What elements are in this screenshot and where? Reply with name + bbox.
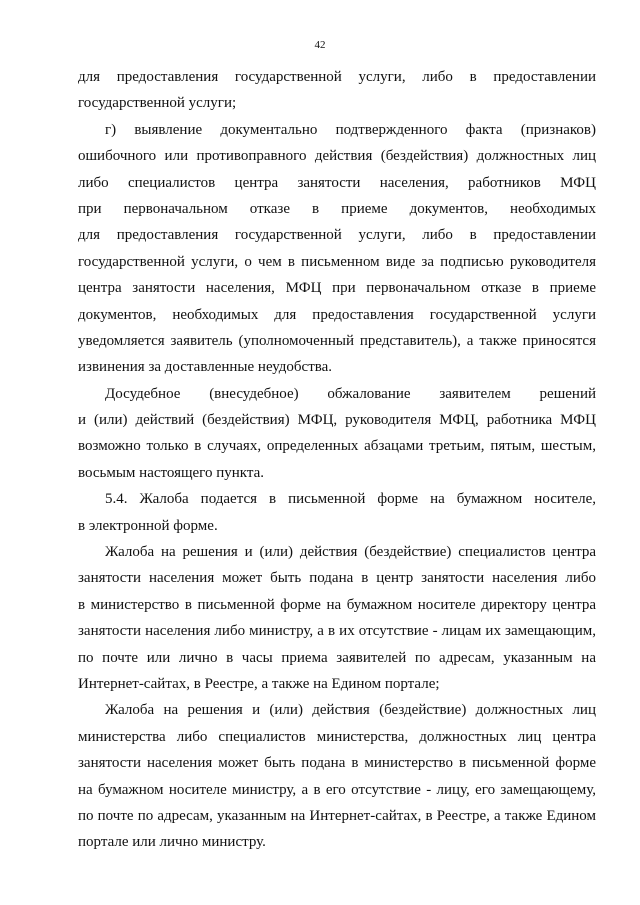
text-line: в министерство в письменной форме на бумажном носителе директору центра (78, 596, 596, 613)
text-line: центра занятости населения, МФЦ при первоначальном отказе в приеме (78, 280, 596, 297)
document-body (78, 64, 596, 856)
text-line: Интернет-сайтах, в Реестре, а также на Едином портале; (78, 675, 440, 692)
text-line: занятости населения может быть подана в министерство в письменной форме (78, 755, 596, 772)
text-line: и (или) действий (бездействия) МФЦ, руководителя МФЦ, работника МФЦ (78, 412, 596, 429)
text-line: в электронной форме. (78, 517, 218, 534)
text-line: на бумажном носителе министру, а в его отсутствие - лицу, его замещающему, (78, 781, 596, 798)
text-line: занятости населения либо министру, а в их отсутствие - лицам их замещающим, (78, 623, 596, 640)
text-line: Досудебное (внесудебное) обжалование заявителем решений (105, 385, 596, 402)
text-line: министерства либо специалистов министерства, должностных лиц центра (78, 728, 596, 745)
text-line: ошибочного или противоправного действия (бездействия) должностных лиц (78, 148, 596, 165)
text-line: документов, необходимых для предоставления государственной услуги (78, 306, 596, 323)
text-line: извинения за доставленные неудобства. (78, 359, 333, 376)
text-line: при первоначальном отказе в приеме документов, необходимых (78, 200, 596, 217)
text-line: г) выявление документально подтвержденного факта (признаков) (105, 121, 596, 138)
text-line: возможно только в случаях, определенных абзацами третьим, пятым, шестым, (78, 438, 596, 455)
text-line: восьмым настоящего пункта. (78, 464, 265, 481)
text-line: Жалоба на решения и (или) действия (бездействие) должностных лиц (105, 702, 596, 719)
text-line: портале или лично министру. (78, 834, 266, 851)
text-line: для предоставления государственной услуги, либо в предоставлении (78, 227, 596, 244)
page-number: 42 (314, 39, 326, 51)
text-line: государственной услуги; (78, 95, 237, 112)
text-line: либо специалистов центра занятости населения, работников МФЦ (78, 174, 596, 191)
text-line: по почте по адресам, указанным на Интернет-сайтах, в Реестре, а также Едином (78, 807, 596, 824)
text-line: Жалоба на решения и (или) действия (бездействие) специалистов центра (105, 544, 596, 561)
text-line: для предоставления государственной услуги, либо в предоставлении (78, 69, 596, 85)
text-line: государственной услуги, о чем в письменном виде за подписью руководителя (78, 253, 596, 270)
text-line: занятости населения может быть подана в центр занятости населения либо (78, 570, 596, 587)
text-line: по почте или лично в часы приема заявителей по адресам, указанным на (78, 649, 596, 666)
text-line: уведомляется заявитель (уполномоченный представитель), а также приносятся (78, 332, 596, 349)
text-line: 5.4. Жалоба подается в письменной форме на бумажном носителе, (105, 491, 596, 508)
